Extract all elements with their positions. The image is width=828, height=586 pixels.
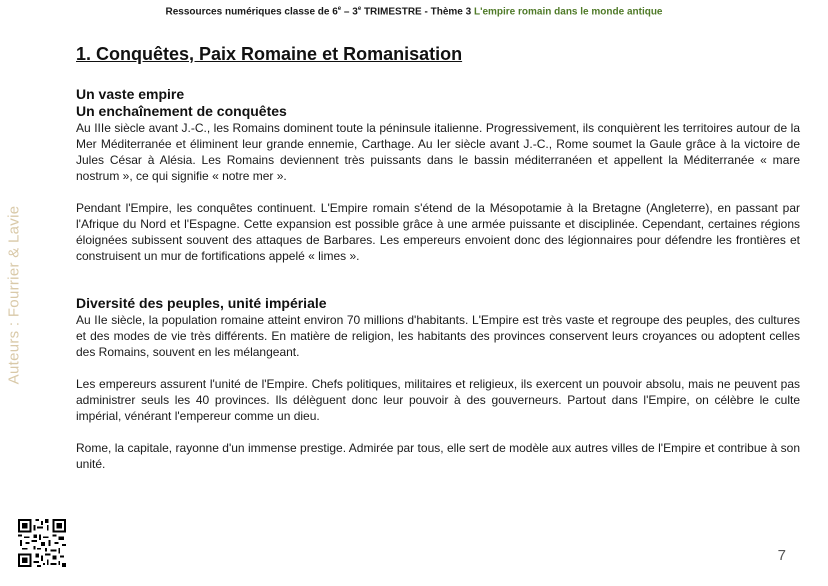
section-diversite xyxy=(76,295,800,472)
section-vaste-empire xyxy=(76,86,800,264)
header-trimester: TRIMESTRE - Thème 3 xyxy=(361,6,474,18)
author-credit: Auteurs : Fourrier & Lavie xyxy=(5,205,23,385)
section-heading: Diversité des peuples, unité impériale xyxy=(76,295,327,311)
header-theme-title: L'empire romain dans le monde antique xyxy=(473,6,663,18)
paragraph: Rome, la capitale, rayonne d'un immense prestige. Admirée par tous, elle sert de modèle aux autres villes de l'Empire et contribue à son unité. xyxy=(76,441,800,471)
header-separator: – 3 xyxy=(341,6,358,18)
main-content xyxy=(76,44,800,472)
header-prefix: Ressources numériques classe de 6 xyxy=(165,6,338,18)
paragraph: Les empereurs assurent l'unité de l'Empire. Chefs politiques, militaires et religieux, ils exercent un pouvoir absolu, mais ne peuvent pas administrer seuls les 40 provinces. Ils délèguent donc leur pouvoir à des gouverneurs. Partout dans l'Empire, on célèbre le culte impérial, vénérant l'empereur comme un dieu. xyxy=(76,377,800,423)
section-heading: Un vaste empire xyxy=(76,86,185,102)
paragraph: Au IIIe siècle avant J.-C., les Romains dominent toute la péninsule italienne. Progressivement, ils conquièrent les territoires autour de la Mer Méditerranée et éliminent leur grande ennemie, Carthage. Au Ier siècle avant J.-C., Rome soumet la Gaule grâce à la victoire de Jules César à Alésia. Les Romains deviennent très puissants dans le bassin méditerranéen et appellent la Méditerranée « mare nostrum », ce qui signifie « notre mer ». xyxy=(76,121,800,183)
header-prefix-sup: e xyxy=(337,6,342,12)
paragraph: Au IIe siècle, la population romaine atteint environ 70 millions d'habitants. L'Empire est très vaste et regroupe des peuples, des cultures et des modes de vie très différents. En matière de religion, les habitants des provinces conservent leurs croyances ou adoptent celles des Romains, souvent en les mélangeant. xyxy=(76,313,800,359)
page-header xyxy=(0,6,828,17)
header-trimester-sup: e xyxy=(357,6,362,12)
page-number: 7 xyxy=(777,547,786,564)
page-title: 1. Conquêtes, Paix Romaine et Romanisation xyxy=(76,44,463,64)
section-subheading: Un enchaînement de conquêtes xyxy=(76,103,287,119)
author-sidebar xyxy=(2,200,26,390)
paragraph: Pendant l'Empire, les conquêtes continuent. L'Empire romain s'étend de la Mésopotamie à la Bretagne (Angleterre), en passant par l'Afrique du Nord et l'Espagne. Cette expansion est possible grâce à une armée puissante et disciplinée. Cependant, certaines régions éloignées subissent souvent des attaques de Barbares. Les empereurs envoient donc des légionnaires pour défendre les frontières et construisent un mur de fortifications appelé « limes ». xyxy=(76,201,800,263)
qr-code-icon[interactable] xyxy=(18,519,66,567)
